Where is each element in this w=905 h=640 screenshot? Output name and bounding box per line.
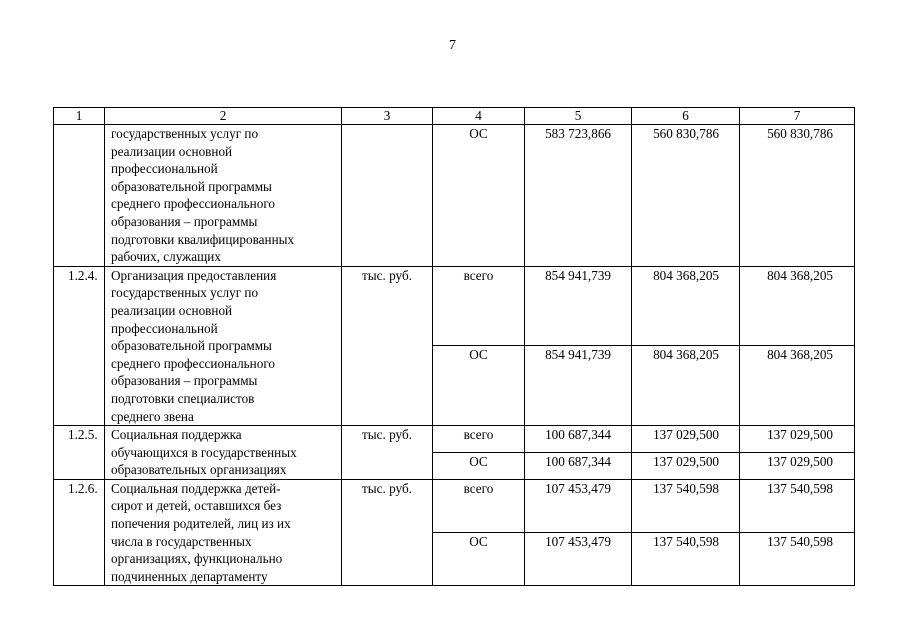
item-unit: тыс. руб. <box>342 426 433 480</box>
header-cell-6: 6 <box>632 108 740 125</box>
item-number: 1.2.6. <box>54 479 105 586</box>
value-col5: 107 453,479 <box>525 533 632 586</box>
value-col5: 100 687,344 <box>525 452 632 479</box>
value-col6: 137 029,500 <box>632 426 740 453</box>
item-unit <box>342 125 433 267</box>
value-col6: 804 368,205 <box>632 266 740 346</box>
item-number: 1.2.4. <box>54 266 105 425</box>
value-col7: 804 368,205 <box>740 266 855 346</box>
value-col6: 137 029,500 <box>632 452 740 479</box>
table-row <box>54 125 855 267</box>
table-row <box>54 426 855 453</box>
value-col6: 137 540,598 <box>632 479 740 532</box>
funding-source: ОС <box>433 452 525 479</box>
value-col6: 137 540,598 <box>632 533 740 586</box>
item-number: 1.2.5. <box>54 426 105 480</box>
value-col7: 804 368,205 <box>740 346 855 426</box>
funding-source: всего <box>433 426 525 453</box>
value-col7: 137 029,500 <box>740 426 855 453</box>
item-name: Социальная поддержка обучающихся в государственных образовательных организациях <box>105 426 342 480</box>
table-header-row <box>54 108 855 125</box>
value-col6: 804 368,205 <box>632 346 740 426</box>
item-unit: тыс. руб. <box>342 266 433 425</box>
funding-source: ОС <box>433 125 525 267</box>
value-col5: 854 941,739 <box>525 266 632 346</box>
value-col7: 137 029,500 <box>740 452 855 479</box>
header-cell-4: 4 <box>433 108 525 125</box>
funding-source: ОС <box>433 533 525 586</box>
item-unit: тыс. руб. <box>342 479 433 586</box>
budget-table <box>53 107 855 586</box>
item-name: Организация предоставления государственных услуг по реализации основной профессиональной образовательной программы среднего профессионального образования – программы подготовки специалистов среднего звена <box>105 266 342 425</box>
funding-source: ОС <box>433 346 525 426</box>
item-name: Социальная поддержка детей- сирот и детей, оставшихся без попечения родителей, лиц из их числа в государственных организациях, функционально подчиненных департаменту <box>105 479 342 586</box>
value-col5: 100 687,344 <box>525 426 632 453</box>
funding-source: всего <box>433 266 525 346</box>
table-row <box>54 266 855 346</box>
value-col6: 560 830,786 <box>632 125 740 267</box>
value-col5: 107 453,479 <box>525 479 632 532</box>
header-cell-7: 7 <box>740 108 855 125</box>
value-col7: 137 540,598 <box>740 533 855 586</box>
value-col5: 583 723,866 <box>525 125 632 267</box>
item-number <box>54 125 105 267</box>
header-cell-5: 5 <box>525 108 632 125</box>
value-col7: 560 830,786 <box>740 125 855 267</box>
header-cell-1: 1 <box>54 108 105 125</box>
value-col5: 854 941,739 <box>525 346 632 426</box>
page-number: 7 <box>449 38 456 53</box>
value-col7: 137 540,598 <box>740 479 855 532</box>
header-cell-2: 2 <box>105 108 342 125</box>
table-row <box>54 479 855 532</box>
item-name: государственных услуг по реализации основной профессиональной образовательной программы среднего профессионального образования – программы подготовки квалифицированных рабочих, служащих <box>105 125 342 267</box>
header-cell-3: 3 <box>342 108 433 125</box>
funding-source: всего <box>433 479 525 532</box>
